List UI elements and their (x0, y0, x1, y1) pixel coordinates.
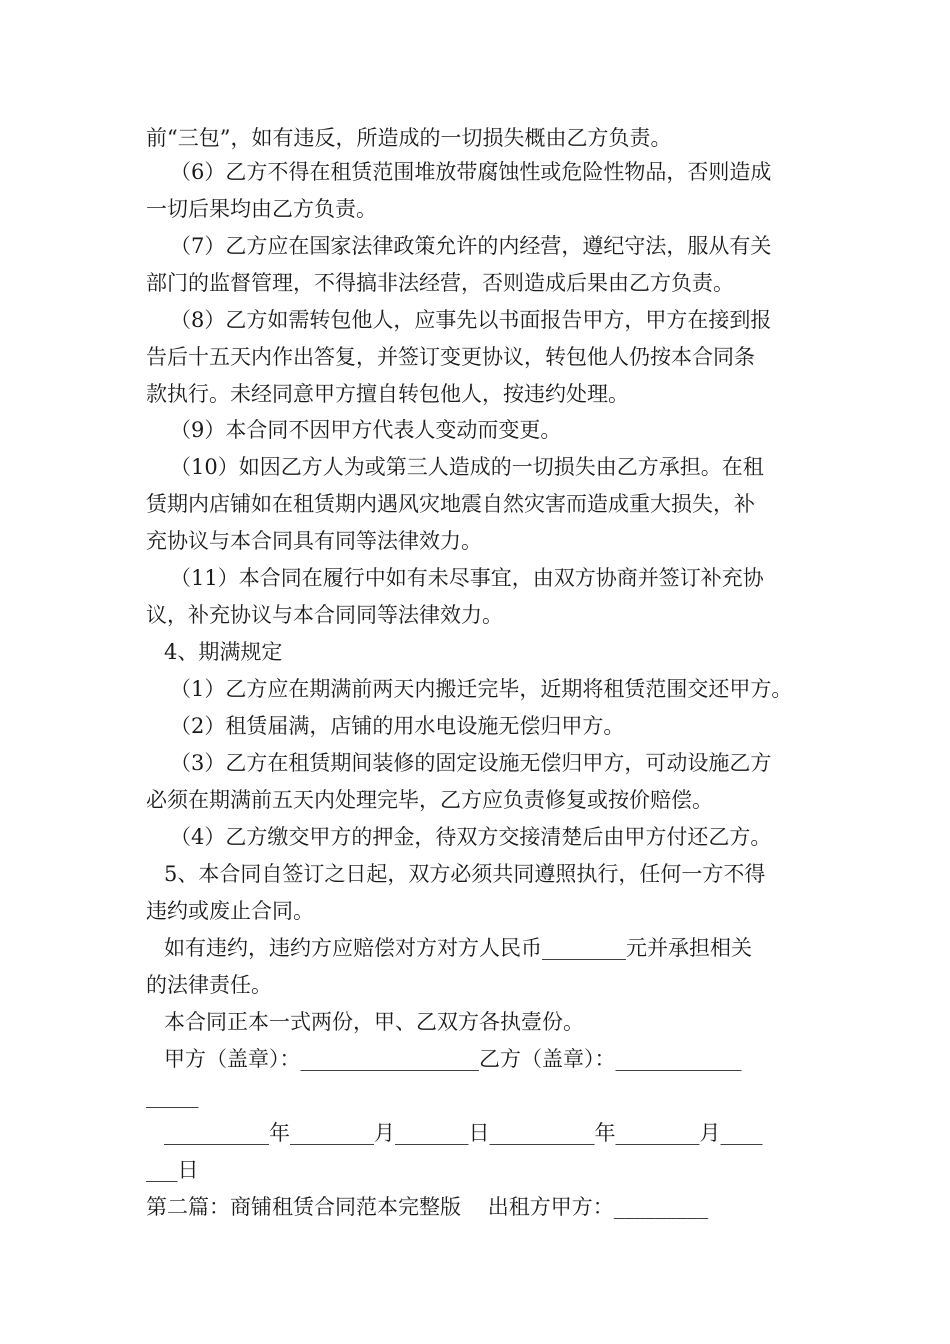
section-heading: 4、期满规定 (164, 640, 283, 664)
text-line: （1）乙方应在期满前两天内搬迁完毕，近期将租赁范围交还甲方。 (170, 677, 793, 701)
text-line: 本合同正本一式两份，甲、乙双方各执壹份。 (164, 1010, 584, 1034)
text-line: （11）本合同在履行中如有未尽事宜，由双方协商并签订补充协 (170, 566, 764, 590)
text-line: （9）本合同不因甲方代表人变动而变更。 (170, 418, 562, 442)
date-line: ___日 (146, 1158, 199, 1182)
text-line: 违约或废止合同。 (146, 899, 314, 923)
text-line: 的法律责任。 (146, 973, 272, 997)
text-line: 如有违约，违约方应赔偿对方对方人民币________元并承担相关 (164, 936, 752, 960)
text-line: 部门的监督管理，不得搞非法经营，否则造成后果由乙方负责。 (146, 271, 734, 295)
text-line: （6）乙方不得在租赁范围堆放带腐蚀性或危险性物品，否则造成 (170, 160, 772, 184)
text-line: （8）乙方如需转包他人，应事先以书面报告甲方，甲方在接到报 (170, 308, 772, 332)
date-line: __________年________月_______日__________年________月____ (164, 1121, 763, 1145)
signature-line: _____ (146, 1084, 199, 1108)
text-line: （10）如因乙方人为或第三人造成的一切损失由乙方承担。在租 (170, 455, 764, 479)
text-line: 前“三包”，如有违反，所造成的一切损失概由乙方负责。 (146, 126, 672, 150)
text-line: （4）乙方缴交甲方的押金，待双方交接清楚后由甲方付还乙方。 (170, 825, 772, 849)
text-line: （7）乙方应在国家法律政策允许的内经营，遵纪守法，服从有关 (170, 234, 772, 258)
text-line: 议，补充协议与本合同同等法律效力。 (146, 603, 503, 627)
text-line: 第二篇：商铺租赁合同范本完整版 出租方甲方：_________ (146, 1195, 709, 1219)
text-line: 必须在期满前五天内处理完毕，乙方应负责修复或按价赔偿。 (146, 788, 713, 812)
text-line: 充协议与本合同具有同等法律效力。 (146, 529, 482, 553)
text-line: 赁期内店铺如在租赁期内遇风灾地震自然灾害而造成重大损失，补 (146, 492, 755, 516)
text-line: （2）租赁届满，店铺的用水电设施无偿归甲方。 (170, 714, 625, 738)
text-line: 5、本合同自签订之日起，双方必须共同遵照执行，任何一方不得 (164, 862, 766, 886)
text-line: 款执行。未经同意甲方擅自转包他人，按违约处理。 (146, 382, 629, 406)
signature-line: 甲方（盖章）：_________________乙方（盖章）：____________ (164, 1047, 742, 1071)
text-line: （3）乙方在租赁期间装修的固定设施无偿归甲方，可动设施乙方 (170, 751, 772, 775)
text-line: 告后十五天内作出答复，并签订变更协议，转包他人仍按本合同条 (146, 345, 755, 369)
text-line: 一切后果均由乙方负责。 (146, 197, 377, 221)
